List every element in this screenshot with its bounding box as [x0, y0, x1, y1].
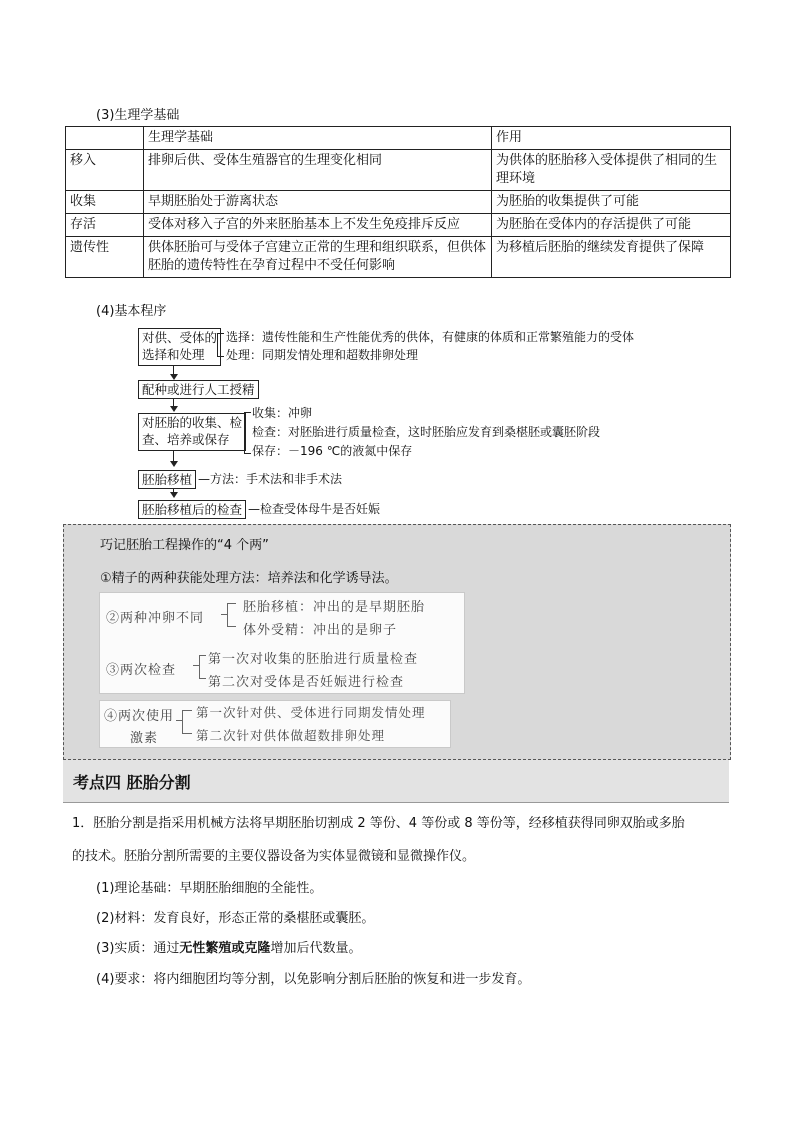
table-cell: 受体对移入子宫的外来胚胎基本上不发生免疫排斥反应 — [144, 214, 492, 237]
section-heading-procedure: (4)基本程序 — [96, 304, 167, 319]
brace-line — [244, 412, 251, 454]
paragraph-definition-line1: 1．胚胎分割是指采用机械方法将早期胚胎切割成 2 等份、4 等份或 8 等份等，经移植获得同卵双胎或多胎 — [72, 816, 685, 831]
brace-line — [182, 733, 192, 734]
table-header-row — [66, 127, 731, 150]
flow-note: 检查：对胚胎进行质量检查，这时胚胎应发育到桑椹胚或囊胚阶段 — [252, 425, 601, 439]
table-row — [66, 150, 731, 191]
table-cell: 收集 — [66, 191, 144, 214]
flow-step-mating: 配种或进行人工授精 — [138, 380, 259, 399]
table-header-cell: 生理学基础 — [144, 127, 492, 150]
table-cell: 为供体的胚胎移入受体提供了相同的生理环境 — [492, 150, 731, 191]
paragraph-material: (2)材料：发育良好，形态正常的桑椹胚或囊胚。 — [96, 911, 375, 926]
arrow-down-icon — [170, 492, 178, 498]
table-cell: 遗传性 — [66, 237, 144, 278]
tip-item-label: ④两次使用 — [104, 709, 175, 724]
flow-note: 保存：－196 ℃的液氮中保存 — [252, 444, 413, 458]
tip-item-text: 第二次针对供体做超数排卵处理 — [196, 728, 386, 743]
table-cell: 移入 — [66, 150, 144, 191]
table-header-cell: 作用 — [492, 127, 731, 150]
paragraph-requirement: (4)要求：将内细胞团均等分割，以免影响分割后胚胎的恢复和进一步发育。 — [96, 972, 531, 987]
brace-line — [199, 655, 200, 679]
flow-note: —检查受体母牛是否妊娠 — [248, 502, 381, 516]
tip-title: 巧记胚胎工程操作的“4 个两” — [100, 538, 269, 553]
flow-note: 处理：同期发情处理和超数排卵处理 — [226, 348, 419, 362]
tip-item-text: 第一次针对供、受体进行同期发情处理 — [196, 705, 426, 720]
tip-item-label: ③两次检查 — [106, 663, 177, 678]
flow-step-text: 查、培养或保存 — [142, 432, 230, 447]
paragraph-definition-line2: 的技术。胚胎分割所需要的主要仪器设备为实体显微镜和显微操作仪。 — [72, 849, 476, 864]
flow-step-text: 对胚胎的收集、检 — [142, 415, 243, 430]
table-row — [66, 214, 731, 237]
brace-line — [227, 603, 228, 627]
tip-item-text: 第二次对受体是否妊娠进行检查 — [208, 675, 405, 690]
tip-item-label: ②两种冲卵不同 — [106, 611, 205, 626]
tip-item-capacitation: ①精子的两种获能处理方法：培养法和化学诱导法。 — [100, 571, 398, 586]
brace-line — [182, 710, 183, 734]
tip-item-text: 体外受精：冲出的是卵子 — [243, 623, 398, 638]
table-cell: 早期胚胎处于游离状态 — [144, 191, 492, 214]
paragraph-essence — [96, 937, 361, 956]
physiology-basis-table — [65, 126, 731, 278]
brace-line — [199, 678, 206, 679]
flow-note: 选择：遗传性能和生产性能优秀的供体，有健康的体质和正常繁殖能力的受体 — [226, 330, 635, 344]
table-cell: 为移植后胚胎的继续发育提供了保障 — [492, 237, 731, 278]
table-cell: 供体胚胎可与受体子宫建立正常的生理和组织联系，但供体胚胎的遗传特性在孕育过程中不受任何影响 — [144, 237, 492, 278]
text-span: (3)实质：通过 — [96, 941, 180, 956]
bold-term: 无性繁殖或克隆 — [179, 941, 271, 956]
table-cell: 排卵后供、受体生殖器官的生理变化相同 — [144, 150, 492, 191]
brace-line — [217, 333, 224, 357]
table-row — [66, 237, 731, 278]
flow-step-collection — [138, 413, 246, 451]
table-cell: 存活 — [66, 214, 144, 237]
arrow-down-icon — [170, 461, 178, 467]
flow-step-transfer: 胚胎移植 — [138, 470, 196, 489]
flow-step-selection — [138, 328, 221, 366]
tip-item-text: 第一次对收集的胚胎进行质量检查 — [208, 652, 419, 667]
brace-line — [227, 603, 236, 604]
table-cell: 为胚胎在受体内的存活提供了可能 — [492, 214, 731, 237]
brace-line — [227, 626, 236, 627]
tip-item-text: 胚胎移植：冲出的是早期胚胎 — [243, 600, 426, 615]
section-heading-physiology: (3)生理学基础 — [96, 108, 180, 123]
tip-item-label: 激素 — [130, 731, 159, 746]
point-title: 考点四 胚胎分割 — [73, 773, 191, 792]
brace-line — [182, 710, 192, 711]
flow-step-check: 胚胎移植后的检查 — [138, 500, 246, 519]
paragraph-theory: (1)理论基础：早期胚胎细胞的全能性。 — [96, 881, 323, 896]
flow-note: —方法：手术法和非手术法 — [198, 472, 343, 486]
arrow-down-icon — [170, 406, 178, 412]
text-span: 增加后代数量。 — [270, 941, 362, 956]
flow-step-text: 选择和处理 — [142, 347, 205, 362]
table-cell: 为胚胎的收集提供了可能 — [492, 191, 731, 214]
flow-note: 收集：冲卵 — [252, 406, 313, 420]
flow-step-text: 对供、受体的 — [142, 330, 218, 345]
table-header-cell — [66, 127, 144, 150]
table-row — [66, 191, 731, 214]
brace-line — [199, 655, 206, 656]
